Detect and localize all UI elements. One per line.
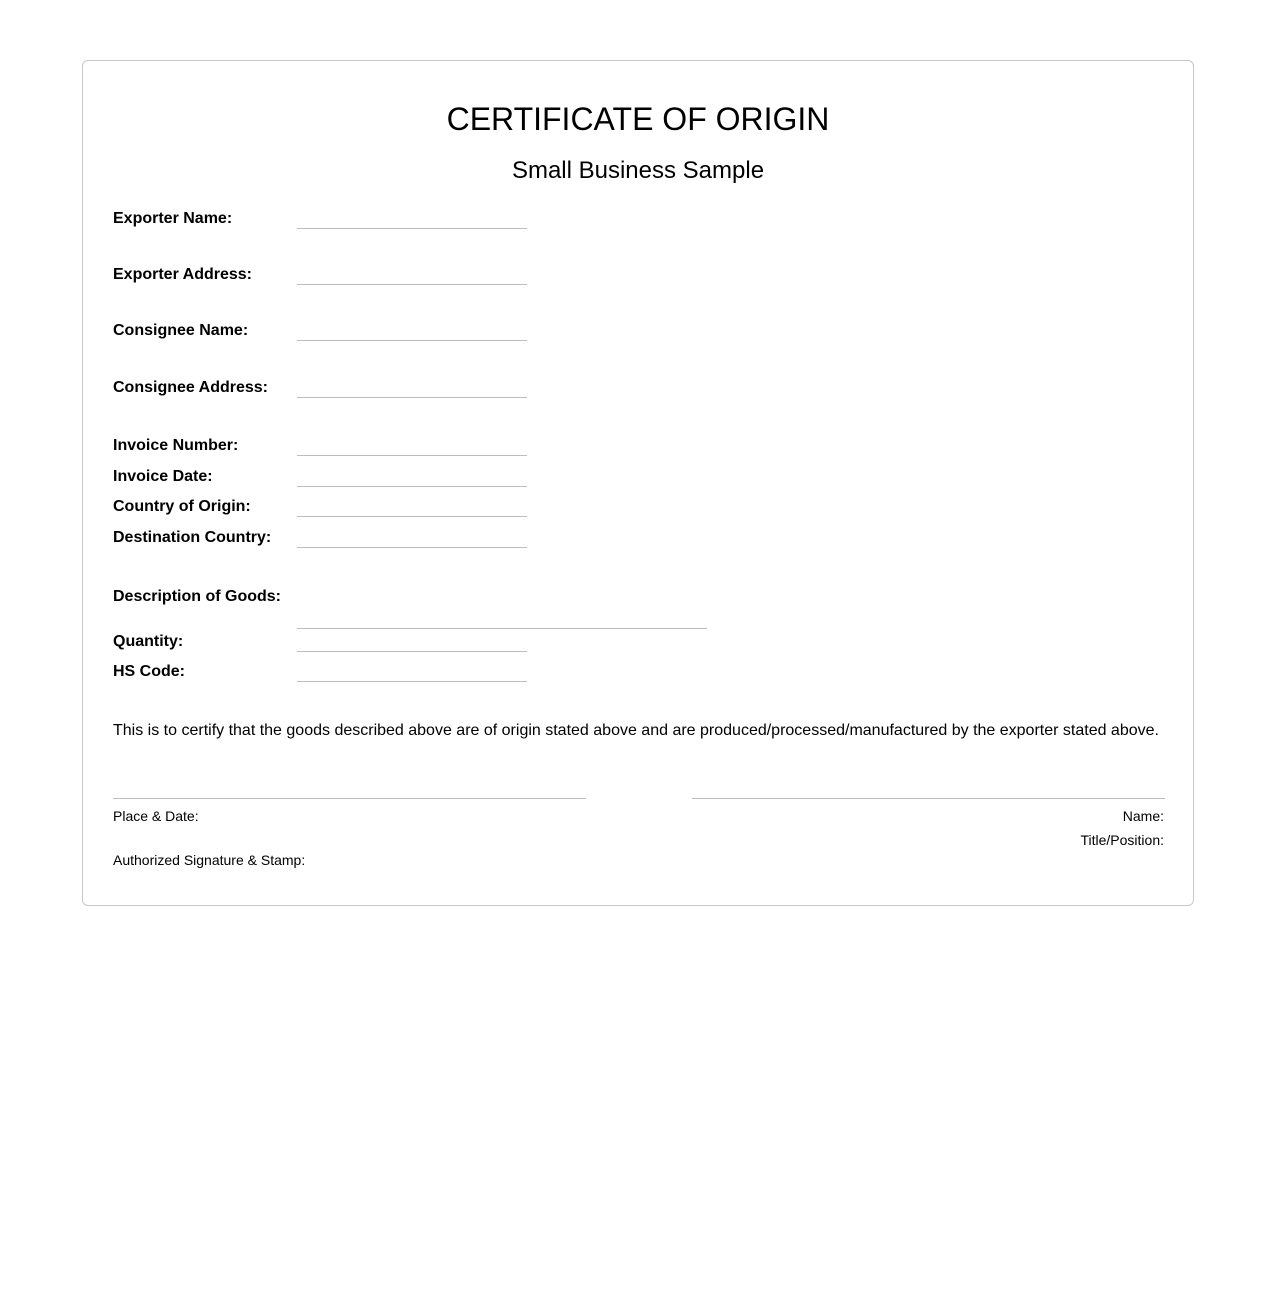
title-position-label: Title/Position: <box>1080 832 1164 848</box>
description-of-goods-field[interactable] <box>297 628 707 629</box>
certificate-sheet <box>82 60 1194 906</box>
destination-country-label: Destination Country: <box>113 529 272 546</box>
destination-country-field[interactable] <box>297 547 527 548</box>
consignee-name-field[interactable] <box>297 340 527 341</box>
exporter-address-label: Exporter Address: <box>113 266 252 283</box>
consignee-name-label: Consignee Name: <box>113 322 249 339</box>
country-of-origin-label: Country of Origin: <box>113 498 251 515</box>
place-date-signature-line[interactable] <box>113 798 586 799</box>
exporter-name-label: Exporter Name: <box>113 210 233 227</box>
quantity-field[interactable] <box>297 651 527 652</box>
authorized-signature-label: Authorized Signature & Stamp: <box>113 852 306 868</box>
name-label: Name: <box>1122 808 1164 824</box>
country-of-origin-field[interactable] <box>297 516 527 517</box>
exporter-address-field[interactable] <box>297 284 527 285</box>
hs-code-label: HS Code: <box>113 663 185 680</box>
invoice-number-label: Invoice Number: <box>113 437 239 454</box>
hs-code-field[interactable] <box>297 681 527 682</box>
document-subtitle: Small Business Sample <box>511 157 765 184</box>
invoice-date-label: Invoice Date: <box>113 468 213 485</box>
description-of-goods-label: Description of Goods: <box>113 588 281 605</box>
name-title-signature-line[interactable] <box>692 798 1165 799</box>
invoice-number-field[interactable] <box>297 455 527 456</box>
quantity-label: Quantity: <box>113 633 184 650</box>
consignee-address-label: Consignee Address: <box>113 379 268 396</box>
consignee-address-field[interactable] <box>297 397 527 398</box>
place-date-label: Place & Date: <box>113 808 199 824</box>
invoice-date-field[interactable] <box>297 486 527 487</box>
exporter-name-field[interactable] <box>297 228 527 229</box>
document-title: CERTIFICATE OF ORIGIN <box>446 101 830 137</box>
certification-statement: This is to certify that the goods described above are of origin stated above and are produced/processed/manufactured by the exporter stated above. <box>113 722 1159 739</box>
